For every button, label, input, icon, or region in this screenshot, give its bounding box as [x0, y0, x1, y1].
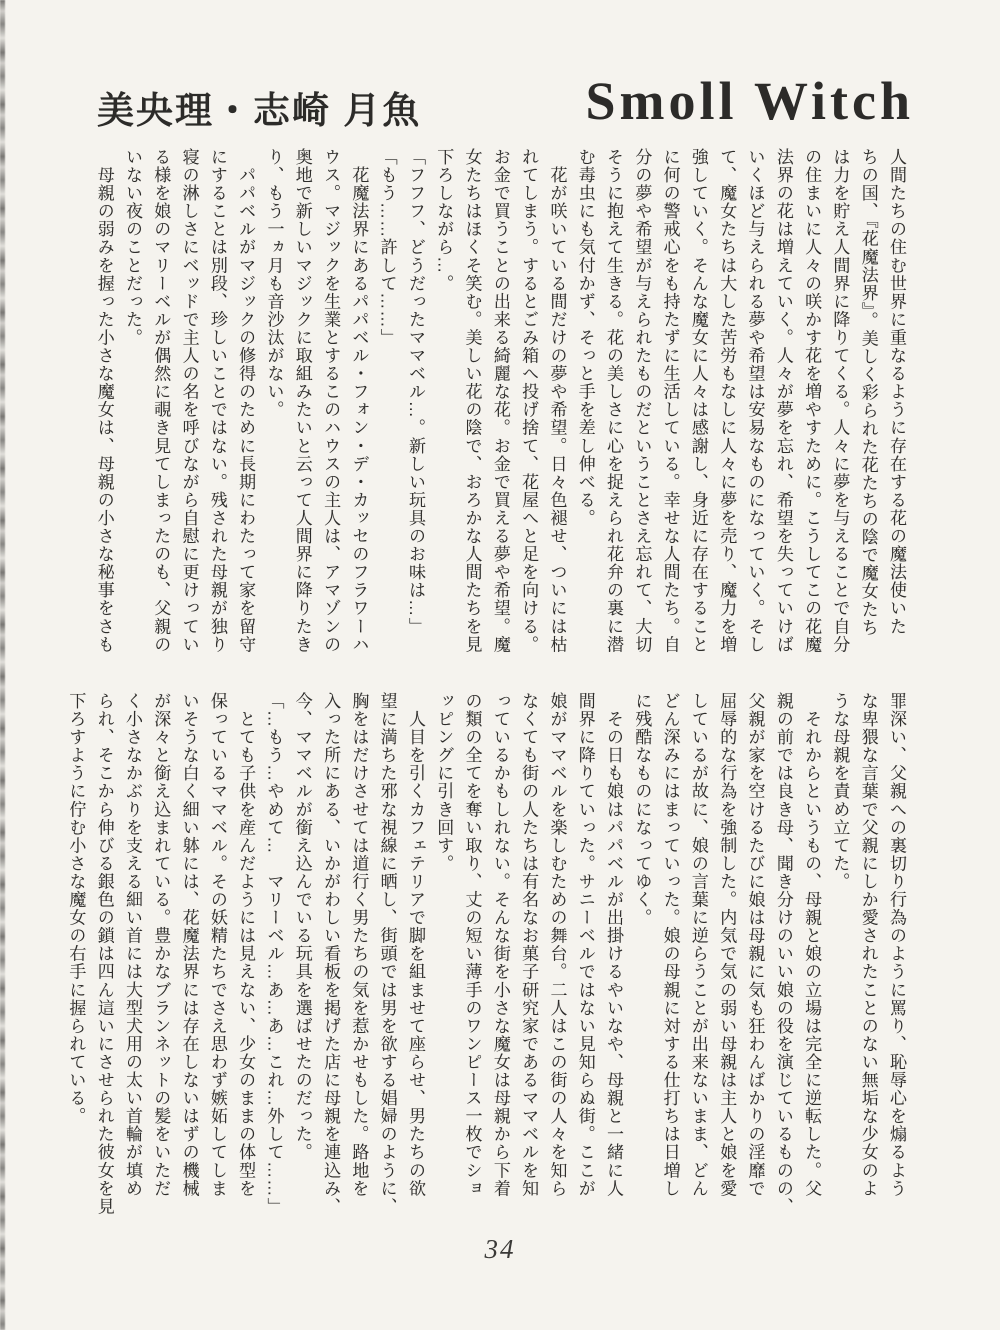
text-column: なくても街の人たちは有名なお菓子研究家であるママベルを知 — [519, 692, 539, 1198]
text-column: 保っているママベル。その妖精たちでさえ思わず嫉妬してしま — [207, 692, 227, 1198]
text-column: 「もう……許して……」 — [377, 148, 397, 347]
text-column: とても子供を産んだようには見えない、少女のままの体型を — [236, 692, 256, 1198]
text-column: 屈辱的な行為を強制した。内気で気の弱い母親は主人と娘を愛 — [717, 692, 737, 1198]
text-column: 人間たちの住む世界に重なるように存在する花の魔法使いた — [887, 148, 906, 636]
text-column: 「…もう…やめて… マリーベル…あ…あ…これ…外して……」 — [264, 692, 284, 1216]
text-column: にすることは別段、珍しいことではない。残された母親が独り — [207, 148, 227, 654]
text-column: の住まいに人々の咲かす花を増やすために。こうしてこの花魔 — [802, 148, 822, 654]
text-column: 女たちはほくそ笑む。美しい花の陰で、おろかな人間たちを見 — [462, 148, 482, 654]
text-column: に残酷なものになってゆく。 — [632, 692, 652, 927]
page-number: 34 — [484, 1234, 516, 1264]
text-column: パパベルがマジックの修得のために長期にわたって家を留守 — [236, 148, 256, 654]
text-column: ッピングに引き回す。 — [434, 692, 454, 873]
text-column: その日も娘はパパベルが出掛けるやいなや、母親と一緒に人 — [604, 692, 624, 1198]
text-column: ウス。マジックを生業とするこのハウスの主人は、アマゾンの — [321, 148, 341, 654]
text-column: 分の夢や希望が与えられたものだということさえ忘れて、大切 — [632, 148, 652, 654]
text-column: 寝の淋しさにベッドで主人の名を呼びながら自慰に更けってい — [179, 148, 199, 654]
text-column: られ、そこから伸びる銀色の鎖は四ん這いにさせられた彼女を見 — [94, 692, 114, 1216]
text-column: 間界に降りていった。サニーベルではない見知らぬ街。ここが — [575, 692, 595, 1198]
scan-edge-artifact — [0, 0, 5, 1330]
text-column: 強していく。そんな魔女に人々は感謝し、身近に存在すること — [688, 148, 708, 654]
text-column: 望に満ちた邪な視線に晒し、街頭では男を欲する娼婦のように、 — [377, 692, 397, 1216]
text-column: な卑猥な言葉で父親にしか愛されたことのない無垢な少女のよ — [858, 692, 878, 1198]
text-column: それからというもの、母親と娘の立場は完全に逆転した。父 — [802, 692, 822, 1198]
text-column: 母親の弱みを握った小さな魔女は、母親の小さな秘事をさも — [94, 148, 114, 654]
text-column: いない夜のことだった。 — [122, 148, 142, 347]
text-column: 奥地で新しいマジックに取組みたいと云って人間界に降りたき — [292, 148, 312, 654]
text-column: いくほど与えられる夢や希望は安易なものになっていく。そし — [745, 148, 765, 654]
text-column: お金で買うことの出来る綺麗な花。お金で買える夢や希望。魔 — [490, 148, 510, 654]
text-column: 人目を引くカフェテリアで脚を組ませて座らせ、男たちの欲 — [405, 692, 425, 1198]
text-column: 胸をはだけさせては道行く男たちの気を惹かせもした。路地を — [349, 692, 369, 1198]
text-column: 花魔法界にあるパパベル・フォン・デ・カッセのフラワーハ — [349, 148, 369, 654]
text-column: り、もう一ヵ月も音沙汰がない。 — [264, 148, 284, 419]
text-column: む毒虫にも気付かず、そっと手を差し伸べる。 — [575, 148, 595, 528]
text-column: 親の前では良き母、聞き分けのいい娘の役を演じているものの、 — [773, 692, 793, 1216]
text-column: そうに抱えて生きる。花の美しさに心を捉えられ花弁の裏に潜 — [604, 148, 624, 654]
text-column: 下ろすように佇む小さな魔女の右手に握られている。 — [66, 692, 86, 1126]
text-column: うな母親を責め立てた。 — [830, 692, 850, 891]
text-column: が深々と銜え込まれている。豊かなブランネットの髪をいただ — [151, 692, 171, 1198]
text-column: ちの国、『花魔法界』。美しく彩られた花たちの陰で魔女たち — [858, 148, 878, 637]
text-column: しているが故に、娘の言葉に逆らうことが出来ないまま、どん — [688, 692, 708, 1198]
author-names: 美央理・志崎 月魚 — [97, 90, 422, 131]
text-column: 娘がママベルを楽しむための舞台。二人はこの街の人々を知ら — [547, 692, 567, 1198]
text-column: は力を貯え人間界に降りてくる。人々に夢を与えることで自分 — [830, 148, 850, 654]
text-column: の類の全てを奪い取り、丈の短い薄手のワンピース一枚でショ — [462, 692, 482, 1198]
text-column: る様を娘のマリーベルが偶然に覗き見てしまったのも、父親の — [151, 148, 171, 654]
text-column: いそうな白く細い躰には、花魔法界には存在しないはずの機械 — [179, 692, 199, 1198]
text-column: 「フフフ、どうだったママベル…。新しい玩具のお味は…」 — [405, 148, 425, 636]
text-column: 父親が家を空けるたびに娘は母親に気も狂わんばかりの淫靡で — [745, 692, 765, 1198]
text-column: 法界の花は増えていく。人々が夢を忘れ、希望を失っていけば — [773, 148, 793, 654]
story-text-upper — [89, 148, 910, 678]
text-column: 花が咲いている間だけの夢や希望。日々色褪せ、ついには枯 — [547, 148, 567, 654]
text-column: 今、ママベルが銜え込んでいる玩具を選ばせたのだった。 — [292, 692, 312, 1162]
story-text-lower — [61, 692, 910, 1232]
text-column: 下ろしながら…。 — [434, 148, 454, 293]
story-title: Smoll Witch — [585, 71, 914, 131]
text-column: 罪深い、父親への裏切り行為のように罵り、恥辱心を煽るよう — [887, 692, 906, 1198]
text-column: 入った所にある、いかがわしい看板を掲げた店に母親を連込み、 — [321, 692, 341, 1216]
text-column: に何の警戒心をも持たずに生活している。幸せな人間たち。自 — [660, 148, 680, 654]
text-column: どん深みにはまっていった。娘の母親に対する仕打ちは日増し — [660, 692, 680, 1198]
text-column: れてしまう。するとごみ箱へ投げ捨て、花屋へと足を向ける。 — [519, 148, 539, 654]
text-column: く小さなかぶりを支える細い首には大型犬用の太い首輪が填め — [122, 692, 142, 1198]
text-column: っているかもしれない。そんな街を小さな魔女は母親から下着 — [490, 692, 510, 1198]
text-column: て、魔女たちは大した苦労もなしに人々に夢を売り、魔力を増 — [717, 148, 737, 654]
